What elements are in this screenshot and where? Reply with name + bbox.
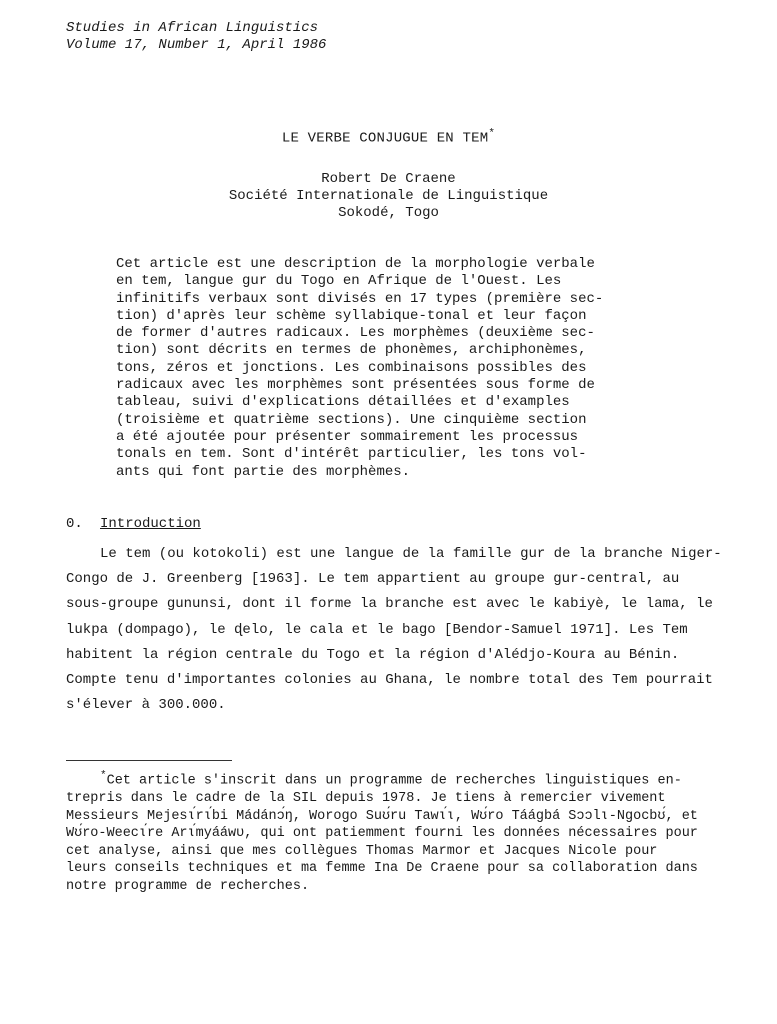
title-footnote-marker: * — [488, 128, 496, 140]
footnote-line — [66, 768, 726, 790]
footnote-marker: * — [100, 770, 107, 782]
journal-name: Studies in African Linguistics — [66, 20, 319, 36]
abstract-line: tons, zéros et jonctions. Les combinaisons possibles des — [116, 359, 587, 376]
abstract-line: de former d'autres radicaux. Les morphèmes (deuxième sec- — [116, 325, 595, 342]
abstract-line: tion) d'après leur schème syllabique-tonal et leur façon — [116, 307, 587, 324]
abstract-line: a été ajoutée pour présenter sommairement les processus — [116, 428, 579, 445]
journal-header — [66, 20, 326, 54]
footnote — [66, 768, 726, 896]
body-line: Compte tenu d'importantes colonies au Ghana, le nombre total des Tem pourrait — [66, 672, 713, 689]
article-title-text: LE VERBE CONJUGUE EN TEM — [281, 130, 489, 147]
footnote-line: cet analyse, ainsi que mes collègues Thomas Marmor et Jacques Nicole pour — [66, 843, 658, 859]
footnote-line: Messieurs Mejesɩ́rɩ́bi Mádánɔ́ŋ, Worogo Suʊ́ru Tawɩ́ɩ, Wʊ́ro Táágbá Sɔɔlɩ-Ngocbʊ́, et — [66, 808, 698, 824]
article-title — [0, 128, 777, 147]
footnote-line: notre programme de recherches. — [66, 879, 310, 895]
abstract-line: en tem, langue gur du Togo en Afrique de l'Ouest. Les — [116, 273, 562, 290]
abstract-line: radicaux avec les morphèmes sont présentées sous forme de — [116, 377, 595, 394]
section-heading — [66, 516, 201, 532]
footnote-line: trepris dans le cadre de la SIL depuis 1978. Je tiens à remercier vivement — [66, 791, 666, 807]
abstract-line: tion) sont décrits en termes de phonèmes, archiphonèmes, — [116, 342, 587, 359]
author-affiliation: Société Internationale de Linguistique — [228, 188, 549, 204]
body-line: s'élever à 300.000. — [66, 697, 226, 714]
body-line: habitent la région centrale du Togo et la région d'Alédjo-Koura au Bénin. — [66, 646, 680, 663]
abstract — [116, 256, 606, 481]
abstract-line: infinitifs verbaux sont divisés en 17 types (première sec- — [116, 290, 604, 307]
abstract-line: (troisième et quatrième sections). Une cinquième section — [116, 411, 587, 428]
abstract-line: tableau, suivi d'explications détaillées et d'examples — [116, 394, 570, 411]
footnote-line-text: Cet article s'inscrit dans un programme de recherches linguistiques en- — [106, 773, 682, 789]
body-line: sous-groupe gununsi, dont il forme la branche est avec le kabiyè, le lama, le — [66, 596, 713, 613]
body-line: Congo de J. Greenberg [1963]. Le tem appartient au groupe gur-central, au — [66, 571, 680, 588]
author-block — [0, 171, 777, 222]
footnote-divider — [66, 760, 232, 761]
journal-volume: Volume 17, Number 1, April 1986 — [66, 37, 327, 53]
author-name: Robert De Craene — [321, 171, 456, 187]
body-line: Le tem (ou kotokoli) est une langue de la famille gur de la branche Niger- — [100, 546, 722, 562]
abstract-line: tonals en tem. Sont d'intérêt particulier, les tons vol- — [116, 446, 587, 463]
section-number: 0. — [66, 516, 83, 532]
section-title: Introduction — [100, 516, 201, 532]
abstract-line: ants qui font partie des morphèmes. — [116, 463, 411, 480]
footnote-line: Wʊ́ro-Weecɩ́re Arɩ́myááwʋ, qui ont patiemment fourni les données nécessaires pour — [66, 826, 698, 842]
abstract-line: Cet article est une description de la morphologie verbale — [116, 256, 595, 272]
author-location: Sokodé, Togo — [338, 205, 439, 221]
introduction-body — [66, 542, 726, 718]
body-line: lukpa (dompago), le ɖelo, le cala et le bago [Bendor-Samuel 1971]. Les Tem — [66, 621, 688, 638]
footnote-line: leurs conseils techniques et ma femme Ina De Craene pour sa collaboration dans — [66, 861, 698, 877]
